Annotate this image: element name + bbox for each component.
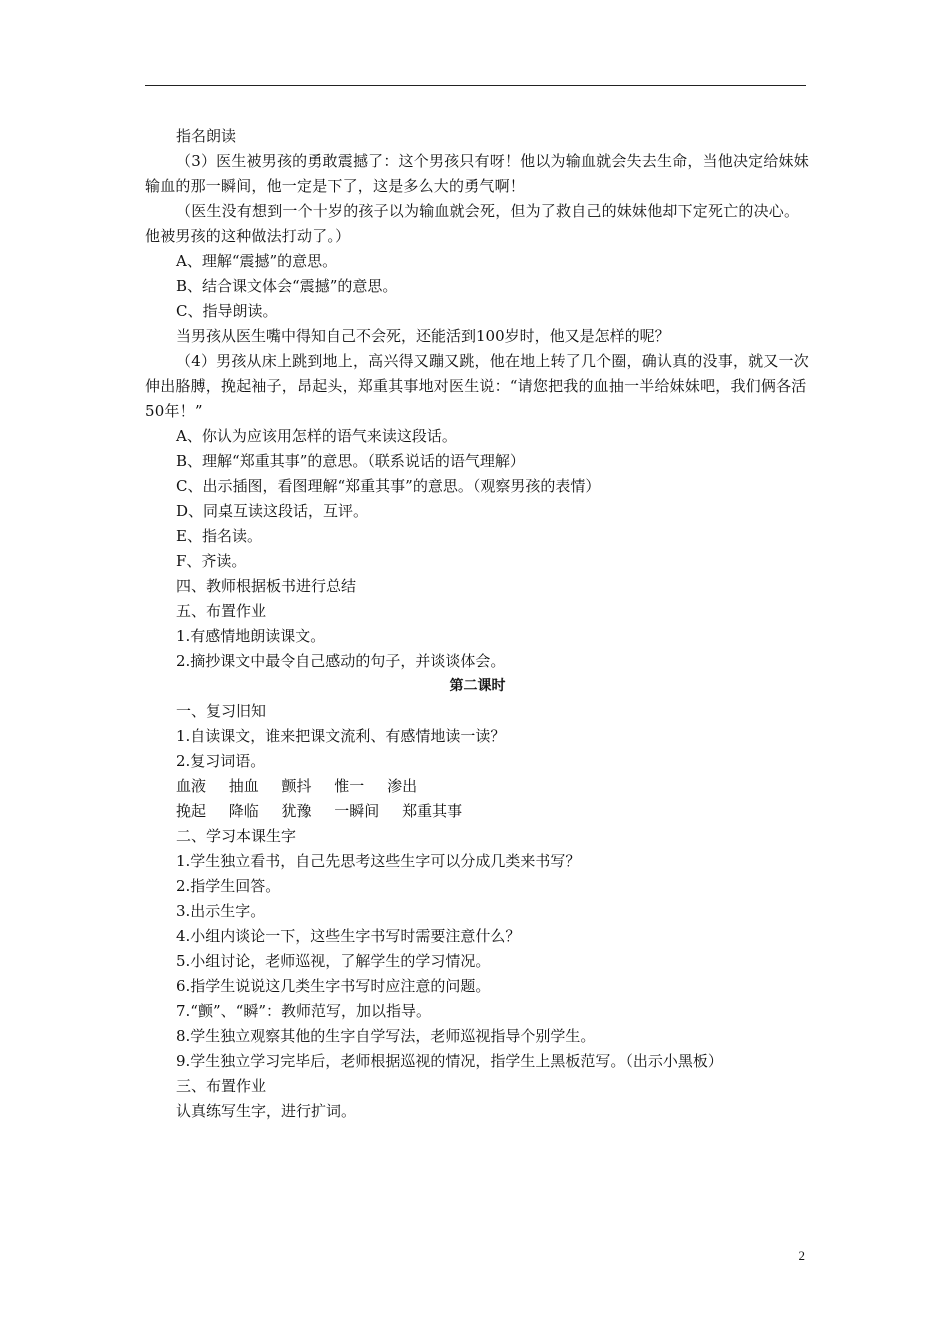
paragraph: 五、布置作业: [176, 602, 267, 620]
paragraph: （3）医生被男孩的勇敢震撼了：这个男孩只有呀！他以为输血就会失去生命，当他决定给妹妹输血的那一瞬间，他一定是下了，这是多么大的勇气啊！: [145, 152, 809, 195]
paragraph: 1.有感情地朗读课文。: [176, 627, 326, 645]
paragraph: 当男孩从医生嘴中得知自己不会死，还能活到100岁时，他又是怎样的呢？: [176, 327, 670, 345]
paragraph: C、指导朗读。: [176, 302, 278, 320]
paragraph: 2.摘抄课文中最令自己感动的句子，并谈谈体会。: [176, 652, 506, 670]
paragraph: 四、教师根据板书进行总结: [176, 577, 357, 595]
paragraph: B、结合课文体会“震撼”的意思。: [176, 277, 398, 295]
paragraph: 7.“颤”、“瞬”：教师范写，加以指导。: [176, 1002, 431, 1020]
paragraph: （医生没有想到一个十岁的孩子以为输血就会死，但为了救自己的妹妹他却下定死亡的决心。他被男孩的这种做法打动了。）: [145, 202, 800, 245]
vocabulary-row: 血液 抽血 颤抖 惟一 渗出: [176, 777, 418, 795]
paragraph: 9.学生独立学习完毕后，老师根据巡视的情况，指学生上黑板范写。（出示小黑板）: [176, 1052, 723, 1070]
section-title: 第二课时: [449, 678, 506, 694]
header-rule: [145, 85, 806, 86]
paragraph: 1.自读课文，谁来把课文流利、有感情地读一读？: [176, 727, 506, 745]
paragraph: 4.小组内谈论一下，这些生字书写时需要注意什么？: [176, 927, 521, 945]
paragraph: （4）男孩从床上跳到地上，高兴得又蹦又跳，他在地上转了几个圈，确认真的没事，就又一次伸出胳膊，挽起袖子，昂起头，郑重其事地对医生说：“请您把我的血抽一半给妹妹吧，我们俩各活50年！”: [145, 352, 809, 420]
paragraph: 一、复习旧知: [176, 702, 267, 720]
paragraph: 6.指学生说说这几类生字书写时应注意的问题。: [176, 977, 491, 995]
paragraph: 3.出示生字。: [176, 902, 266, 920]
paragraph: 二、学习本课生字: [176, 827, 297, 845]
document-body: [145, 124, 810, 1124]
paragraph: 三、布置作业: [176, 1077, 267, 1095]
paragraph: A、理解“震撼”的意思。: [176, 252, 338, 270]
paragraph: C、出示插图，看图理解“郑重其事”的意思。（观察男孩的表情）: [176, 477, 601, 495]
paragraph: 2.指学生回答。: [176, 877, 281, 895]
paragraph: 2.复习词语。: [176, 752, 266, 770]
paragraph: 5.小组讨论，老师巡视，了解学生的学习情况。: [176, 952, 491, 970]
paragraph: B、理解“郑重其事”的意思。（联系说话的语气理解）: [176, 452, 525, 470]
paragraph: E、指名读。: [176, 527, 262, 545]
paragraph: 1.学生独立看书，自己先思考这些生字可以分成几类来书写？: [176, 852, 581, 870]
page-number: 2: [798, 1248, 805, 1263]
paragraph: 指名朗读: [176, 127, 237, 145]
paragraph: D、同桌互读这段话，互评。: [176, 502, 369, 520]
paragraph: 8.学生独立观察其他的生字自学写法，老师巡视指导个别学生。: [176, 1027, 596, 1045]
paragraph: A、你认为应该用怎样的语气来读这段话。: [176, 427, 457, 445]
vocabulary-row: 挽起 降临 犹豫 一瞬间 郑重其事: [176, 802, 463, 820]
paragraph: 认真练写生字，进行扩词。: [176, 1102, 357, 1120]
paragraph: F、齐读。: [176, 552, 247, 570]
